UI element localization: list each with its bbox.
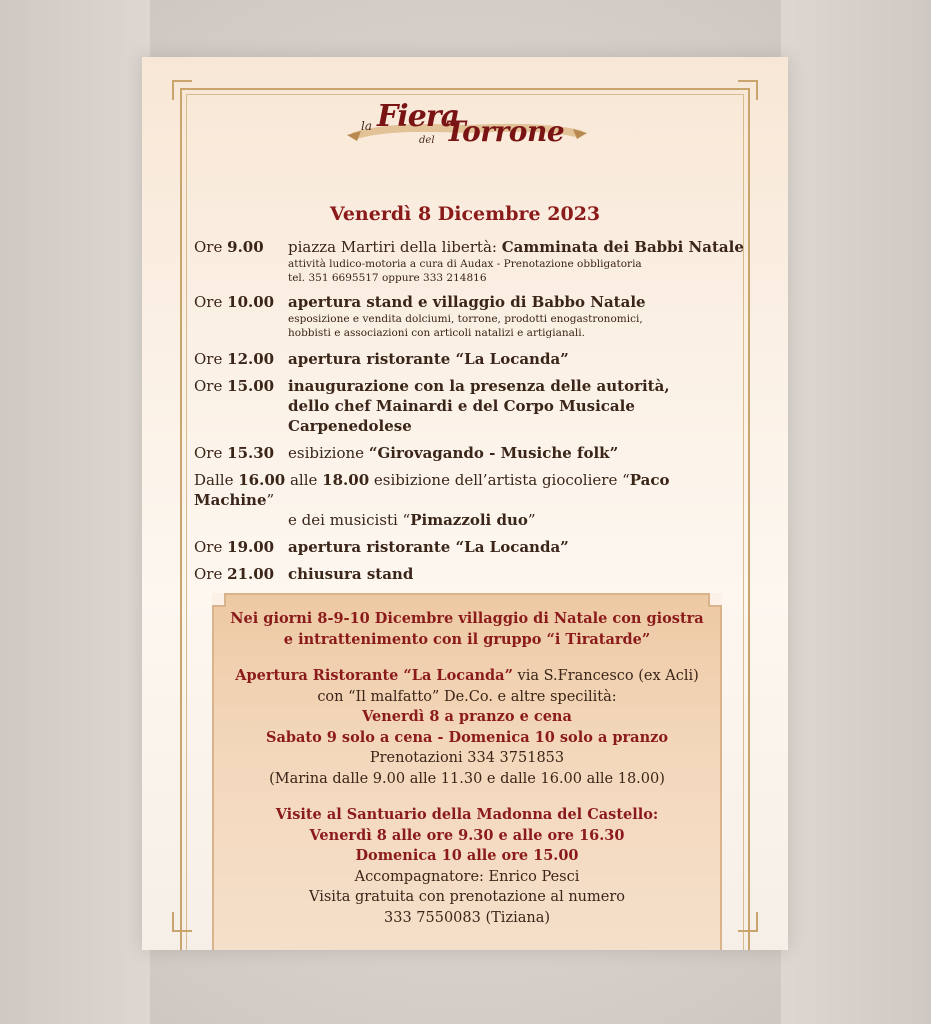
schedule-text: ” (266, 491, 275, 509)
restaurant-title: Apertura Ristorante “La Locanda” (235, 667, 513, 684)
schedule-prefix: Ore (194, 238, 223, 256)
restaurant-hours: Sabato 9 solo a cena - Domenica 10 solo a pranzo (265, 728, 669, 746)
schedule-prefix: Dalle (194, 471, 234, 489)
box-corner-ornament (708, 593, 722, 607)
schedule-title: Pimazzoli duo (410, 511, 528, 529)
schedule-time: 18.00 (322, 471, 370, 489)
schedule-title: inaugurazione con la presenza delle autorità, (288, 377, 670, 395)
restaurant-hours: Venerdì 8 a pranzo e cena (362, 708, 572, 725)
village-info-line: e intrattenimento con il gruppo “i Tiratarde” (283, 630, 651, 648)
sanctuary-visit-time: Venerdì 8 alle ore 9.30 e alle ore 16.30 (309, 826, 625, 844)
frame-corner-ornament (738, 912, 758, 932)
schedule-title: chiusura stand (288, 565, 414, 583)
schedule-text: esibizione (288, 444, 369, 462)
schedule-time: 19.00 (227, 538, 275, 556)
schedule-prefix: Ore (194, 444, 223, 462)
background-left (0, 0, 150, 1024)
schedule-item (194, 349, 754, 369)
schedule-prefix: Ore (194, 538, 223, 556)
schedule-detail: hobbisti e associazioni con articoli natalizi e artigianali. (288, 327, 585, 339)
schedule-title: dello chef Mainardi e del Corpo Musicale Carpenedolese (288, 397, 635, 435)
box-corner-ornament (212, 593, 226, 607)
sanctuary-guide: Accompagnatore: Enrico Pesci (354, 868, 580, 885)
event-poster (142, 57, 788, 950)
info-box (212, 593, 722, 950)
schedule-prefix: Ore (194, 377, 223, 395)
schedule-item (194, 470, 754, 530)
sanctuary-booking-info: Visita gratuita con prenotazione al numero (309, 889, 625, 905)
sanctuary-visit-time: Domenica 10 alle ore 15.00 (355, 847, 579, 864)
schedule-item (194, 237, 754, 285)
restaurant-specialty: con “Il malfatto” De.Co. e altre specilità: (317, 688, 617, 705)
schedule-item (194, 564, 754, 584)
restaurant-booking-hours: (Marina dalle 9.00 alle 11.30 e dalle 16.00 alle 18.00) (269, 770, 665, 787)
schedule-text: ” (527, 511, 536, 529)
schedule-time: 12.00 (227, 350, 275, 368)
fiera-del-torrone-logo (347, 97, 587, 159)
schedule-time: 16.00 (238, 471, 286, 489)
schedule-title: Paco Machine (194, 471, 670, 509)
logo-fiera: Fiera (377, 99, 460, 134)
schedule-title: apertura ristorante “La Locanda” (288, 350, 569, 368)
schedule-time: 9.00 (227, 238, 264, 256)
sanctuary-booking-phone: 333 7550083 (Tiziana) (384, 909, 550, 926)
logo-torrone: Torrone (445, 115, 565, 148)
schedule-item (194, 292, 754, 340)
schedule-item (194, 443, 754, 463)
logo-del: del (419, 135, 435, 146)
village-info-line: Nei giorni 8-9-10 Dicembre villaggio di Natale con giostra (230, 610, 704, 627)
frame-corner-ornament (738, 80, 758, 100)
event-date-title: Venerdì 8 Dicembre 2023 (329, 203, 601, 225)
sanctuary-visit-title: Visite al Santuario della Madonna del Castello: (275, 806, 659, 823)
schedule-text: esibizione dell’artista giocoliere “ (369, 471, 630, 489)
background-right (781, 0, 931, 1024)
schedule-text: e dei musicisti “ (288, 511, 411, 529)
logo-la: la (361, 119, 372, 133)
schedule-item (194, 376, 754, 436)
schedule-prefix: Ore (194, 293, 223, 311)
schedule-detail: tel. 351 6695517 oppure 333 214816 (288, 272, 487, 284)
schedule-time: 10.00 (227, 293, 275, 311)
frame-corner-ornament (172, 912, 192, 932)
schedule-detail: attività ludico-motoria a cura di Audax - Prenotazione obbligatoria (288, 258, 642, 270)
schedule-item (194, 537, 754, 557)
schedule-title: “Girovagando - Musiche folk” (368, 444, 619, 462)
schedule-list (194, 237, 754, 584)
schedule-time: 15.30 (227, 444, 275, 462)
schedule-prefix: Ore (194, 565, 223, 583)
schedule-text: alle (285, 471, 323, 489)
restaurant-booking-phone: Prenotazioni 334 3751853 (369, 750, 565, 766)
schedule-title: Camminata dei Babbi Natale (501, 238, 744, 256)
schedule-prefix: Ore (194, 350, 223, 368)
schedule-location: piazza Martiri della libertà: (288, 238, 502, 256)
schedule-time: 15.00 (227, 377, 275, 395)
schedule-detail: esposizione e vendita dolciumi, torrone, prodotti enogastronomici, (288, 313, 643, 325)
schedule-title: apertura ristorante “La Locanda” (288, 538, 569, 556)
schedule-title: apertura stand e villaggio di Babbo Natale (288, 293, 646, 311)
frame-corner-ornament (172, 80, 192, 100)
schedule-time: 21.00 (227, 565, 275, 583)
restaurant-address: via S.Francesco (ex Acli) (512, 668, 699, 684)
